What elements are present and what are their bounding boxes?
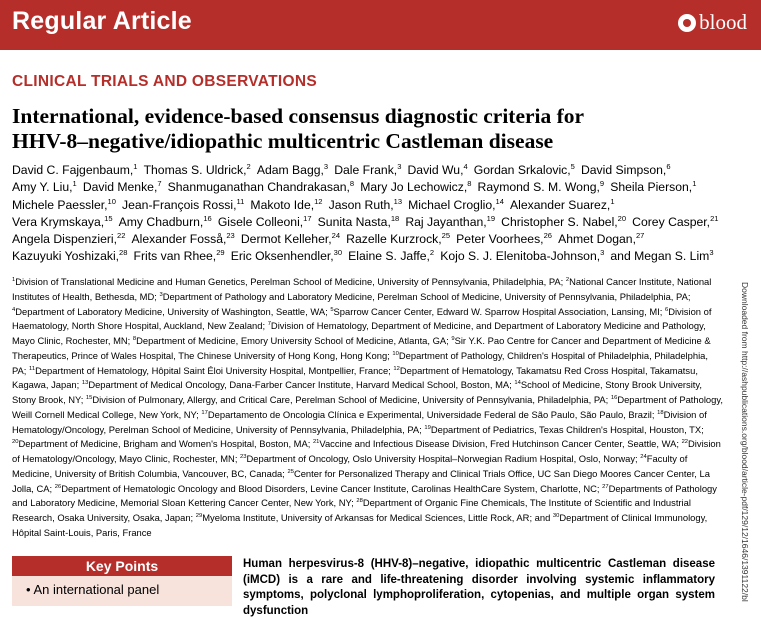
author-affiliation-ref: 3	[600, 248, 605, 258]
author-affiliation-ref: 10	[107, 196, 116, 206]
author-affiliation-ref: 2	[246, 161, 251, 171]
title-line: International, evidence-based consensus diagnostic criteria for	[12, 104, 585, 128]
affiliation-number: 23	[240, 453, 247, 460]
affiliation-number: 5	[330, 306, 334, 313]
author-affiliation-ref: 30	[333, 248, 343, 258]
affiliation-number: 20	[12, 439, 19, 446]
affiliation-number: 12	[393, 365, 400, 372]
affiliation-number: 16	[610, 394, 618, 401]
affiliation-text: Sir Y.K. Pao Centre for Cancer and Department of Medicine & Therapeutics, Prince of Wales Hospital, The Chinese University of Hong Kong, Hong Kong;	[12, 335, 711, 361]
author-affiliation-ref: 3	[709, 248, 714, 258]
key-points-header: Key Points	[12, 556, 232, 576]
affiliation-text: Department of Medicine, Brigham and Women's Hospital, Boston, MA;	[18, 438, 313, 450]
author-name: Eric Oksenhendler,	[230, 249, 334, 264]
affiliation-text: Division of Pulmonary, Allergy, and Critical Care, Perelman School of Medicine, University of Pennsylvania, Philadelphia, PA;	[92, 394, 611, 405]
author-name: Mary Jo Lechowicz,	[360, 180, 468, 195]
author-affiliation-ref: 5	[570, 161, 575, 171]
affiliation-number: 21	[312, 439, 320, 446]
author-affiliation-ref: 25	[441, 231, 451, 241]
key-point-item: • An international panel	[26, 582, 160, 597]
author-affiliation-ref: 24	[331, 231, 341, 241]
affiliation-number: 24	[640, 453, 647, 460]
author-affiliation-ref: 16	[203, 213, 212, 223]
author-affiliation-ref: 1	[72, 179, 77, 189]
author-affiliation-ref: 4	[463, 161, 468, 171]
author-name: Vera Krymskaya,	[12, 214, 105, 229]
author-name: Christopher S. Nabel,	[501, 214, 618, 229]
affiliation-text: Department of Medical Oncology, Dana-Farber Cancer Institute, Harvard Medical School, Boston, MA;	[88, 379, 515, 391]
author-name: Amy Chadburn,	[118, 214, 204, 229]
author-affiliation-ref: 23	[226, 231, 235, 241]
affiliation-text: Departamento de Oncologia Clínica e Experimental, Universidade Federal de São Paulo, São Paulo, Brazil;	[207, 408, 658, 420]
author-name: Michele Paessler,	[12, 197, 108, 212]
affiliation-text: Department of Organic Fine Chemicals, The Institute of Scientific and Industrial Research, Osaka University, Osaka, Japan;	[12, 497, 691, 523]
author-affiliation-ref: 3	[397, 161, 402, 171]
affiliation-text: Department of Hematologic Oncology and Blood Disorders, Levine Cancer Institute, Carolinas HealthCare System, Charlotte, NC;	[61, 482, 603, 494]
author-name: David Simpson,	[580, 163, 667, 177]
author-name: David C. Fajgenbaum,	[12, 163, 134, 177]
author-name: Frits van Rhee,	[133, 249, 217, 264]
affiliation-number: 25	[287, 468, 294, 475]
affiliation-text: Vaccine and Infectious Disease Division, Fred Hutchinson Cancer Center, Seattle, WA;	[319, 438, 682, 450]
article-type-banner	[0, 0, 761, 50]
affiliation-text: Division of Hematology/Oncology, Mayo Clinic, Rochester, MN;	[12, 438, 721, 464]
author-affiliation-ref: 8	[349, 179, 355, 189]
author-name: Shanmuganathan Chandrakasan,	[167, 180, 350, 195]
author-name: Peter Voorhees,	[456, 232, 544, 247]
author-affiliation-ref: 29	[216, 248, 225, 258]
affiliation-number: 29	[195, 512, 203, 519]
affiliation-number: 26	[54, 483, 62, 490]
key-point-text: An international panel	[33, 582, 160, 597]
affiliation-number: 9	[451, 335, 455, 342]
author-name: Jason Ruth,	[328, 197, 394, 212]
affiliation-text: National Cancer Institute, National Institutes of Health, Bethesda, MD;	[12, 276, 712, 302]
author-affiliation-ref: 20	[617, 213, 627, 223]
affiliation-text: Department of Pathology, Children's Hospital of Philadelphia, Philadelphia, PA;	[12, 349, 708, 376]
author-name: Alexander Suarez,	[510, 197, 611, 212]
affiliation-number: 11	[29, 365, 36, 372]
affiliation-number: 8	[132, 335, 137, 342]
title-line: HHV-8–negative/idiopathic multicentric Castleman disease	[12, 129, 554, 153]
author-affiliation-ref: 1	[692, 179, 697, 189]
author-name: Raj Jayanthan,	[405, 214, 487, 229]
article-type-label: Regular Article	[12, 7, 192, 35]
author-affiliation-ref: 12	[314, 196, 323, 206]
author-affiliation-ref: 13	[393, 196, 403, 206]
author-name: Kazuyuki Yoshizaki,	[12, 249, 120, 264]
section-heading: CLINICAL TRIALS AND OBSERVATIONS	[12, 73, 317, 90]
author-name: Alexander Fosså,	[131, 232, 227, 247]
blood-drop-icon	[678, 14, 696, 32]
affiliation-text: Department of Oncology, Oslo University Hospital–Norwegian Radium Hospital, Oslo, Norway;	[246, 453, 641, 464]
author-name: Angela Dispenzieri,	[12, 232, 118, 247]
author-affiliation-ref: 22	[117, 231, 126, 241]
affiliations	[12, 275, 724, 541]
affiliation-number: 4	[12, 306, 16, 313]
author-affiliation-ref: 7	[157, 179, 162, 189]
author-name: Michael Croglio,	[408, 197, 496, 212]
affiliation-text: Division of Haematology, North Shore Hospital, Auckland, New Zealand;	[12, 305, 712, 332]
author-line	[12, 179, 727, 196]
affiliation-text: Division of Hematology, Department of Medicine, and Department of Laboratory Medicine and Pathology, Mayo Clinic, Rochester, MN;	[12, 320, 706, 346]
affiliation-number: 22	[681, 439, 689, 446]
author-affiliation-ref: 27	[635, 231, 645, 241]
author-name: Razelle Kurzrock,	[346, 232, 442, 247]
author-name: Dermot Kelleher,	[240, 232, 332, 247]
affiliation-number: 30	[552, 512, 560, 519]
author-name: Makoto Ide,	[250, 197, 315, 212]
affiliation-text: Department of Hematology, Hôpital Saint Éloi University Hospital, Montpellier, France;	[35, 364, 394, 376]
author-name: Raymond S. M. Wong,	[477, 180, 600, 195]
author-name: Amy Y. Liu,	[12, 180, 73, 195]
author-name: Elaine S. Jaffe,	[348, 249, 430, 264]
author-line	[12, 197, 727, 214]
author-name: and Megan S. Lim	[610, 249, 710, 264]
author-affiliation-ref: 17	[303, 213, 312, 223]
affiliation-text: Division of Hematology/Oncology, Perelman School of Medicine, University of Pennsylvania, Philadelphia, PA;	[12, 408, 707, 435]
author-affiliation-ref: 3	[323, 161, 329, 171]
journal-logo[interactable]	[678, 10, 747, 35]
author-name: Ahmet Dogan,	[558, 232, 636, 247]
author-affiliation-ref: 2	[429, 248, 435, 258]
affiliation-text: Department of Medicine, Emory University School of Medicine, Atlanta, GA;	[136, 335, 452, 346]
author-affiliation-ref: 15	[104, 213, 113, 223]
author-name: Sheila Pierson,	[610, 180, 693, 195]
author-affiliation-ref: 11	[236, 196, 245, 206]
author-affiliation-ref: 28	[119, 248, 128, 258]
abstract-text: Human herpesvirus-8 (HHV-8)–negative, idiopathic multicentric Castleman disease (iMCD) is a rare and life-threatening disorder involving systemic inflammatory symptoms, polyclonal lymphoproliferation, cytopenias, and multiple organ system dysfunction	[243, 558, 715, 617]
affiliation-number: 6	[664, 306, 669, 313]
author-line	[12, 248, 727, 265]
affiliation-text: Department of Pediatrics, Texas Children's Hospital, Houston, TX;	[430, 423, 704, 435]
affiliation-number: 2	[565, 276, 570, 283]
author-affiliation-ref: 8	[467, 179, 472, 189]
author-name: Thomas S. Uldrick,	[143, 163, 247, 177]
affiliation-text: Division of Translational Medicine and Human Genetics, Perelman School of Medicine, University of Pennsylvania, Philadelphia, PA;	[15, 276, 566, 287]
affiliation-text: Center for Personalized Therapy and Clinical Trials Office, UC San Diego Moores Cancer Center, La Jolla, CA;	[12, 467, 710, 494]
affiliation-text: Faculty of Medicine, University of British Columbia, Vancouver, BC, Canada;	[12, 453, 688, 479]
author-name: David Menke,	[82, 180, 158, 195]
author-name: Corey Casper,	[632, 214, 711, 229]
affiliation-number: 13	[81, 380, 89, 387]
author-list	[12, 162, 727, 266]
author-name: David Wu,	[407, 163, 464, 177]
author-name: Adam Bagg,	[256, 163, 324, 177]
key-points-box	[12, 576, 232, 606]
author-line	[12, 214, 727, 231]
affiliation-number: 19	[424, 424, 431, 431]
affiliation-text: Department of Hematology, Takamatsu Red Cross Hospital, Takamatsu, Kagawa, Japan;	[12, 364, 698, 391]
author-affiliation-ref: 1	[133, 161, 138, 171]
author-affiliation-ref: 6	[666, 161, 671, 171]
affiliation-number: 28	[356, 498, 363, 505]
author-name: Jean-François Rossi,	[122, 197, 237, 212]
affiliation-number: 18	[657, 409, 664, 416]
author-affiliation-ref: 21	[710, 213, 719, 223]
author-affiliation-ref: 9	[599, 179, 605, 189]
download-note: Downloaded from http://ashpublications.org/blood/article-pdf/129/12/1646/1391122/bl	[740, 282, 750, 602]
affiliation-number: 7	[267, 321, 271, 328]
affiliation-text: Department of Pathology, Weill Cornell Medical College, New York, NY;	[12, 394, 723, 420]
author-name: Sunita Nasta,	[317, 214, 391, 229]
affiliation-number: 14	[514, 380, 521, 387]
affiliation-text: School of Medicine, Stony Brook University, Stony Brook, NY;	[12, 379, 702, 405]
author-affiliation-ref: 1	[610, 196, 615, 206]
author-affiliation-ref: 14	[495, 196, 504, 206]
affiliation-number: 1	[12, 276, 16, 283]
author-affiliation-ref: 19	[486, 213, 496, 223]
author-name: Gordan Srkalovic,	[473, 163, 571, 177]
affiliation-text: Department of Laboratory Medicine, University of Washington, Seattle, WA;	[15, 305, 331, 317]
author-name: Dale Frank,	[334, 163, 398, 177]
journal-logo-text: blood	[699, 10, 747, 34]
author-name: Kojo S. J. Elenitoba-Johnson,	[440, 249, 601, 264]
author-affiliation-ref: 18	[390, 213, 400, 223]
affiliation-text: Myeloma Institute, University of Arkansas for Medical Sciences, Little Rock, AR; and	[202, 512, 553, 523]
article-title	[12, 104, 712, 154]
author-affiliation-ref: 26	[543, 231, 552, 241]
affiliation-text: Sparrow Cancer Center, Edward W. Sparrow Hospital Association, Lansing, MI;	[333, 305, 665, 317]
affiliation-text: Departments of Pathology and Laboratory Medicine, Memorial Sloan Kettering Cancer Center, New York, NY;	[12, 482, 717, 509]
affiliation-number: 3	[159, 291, 163, 298]
author-name: Gisele Colleoni,	[217, 214, 304, 229]
affiliation-number: 10	[392, 350, 399, 357]
affiliation-number: 15	[85, 394, 93, 401]
author-line	[12, 162, 727, 179]
author-line	[12, 231, 727, 248]
affiliation-text: Department of Pathology and Laboratory Medicine, Perelman School of Medicine, University of Pennsylvania, Philadelphia, PA;	[162, 290, 691, 302]
affiliation-number: 17	[201, 409, 208, 416]
affiliation-number: 27	[602, 483, 609, 490]
affiliation-text: Department of Clinical Immunology, Hôpital Saint-Louis, Paris, France	[12, 512, 708, 538]
